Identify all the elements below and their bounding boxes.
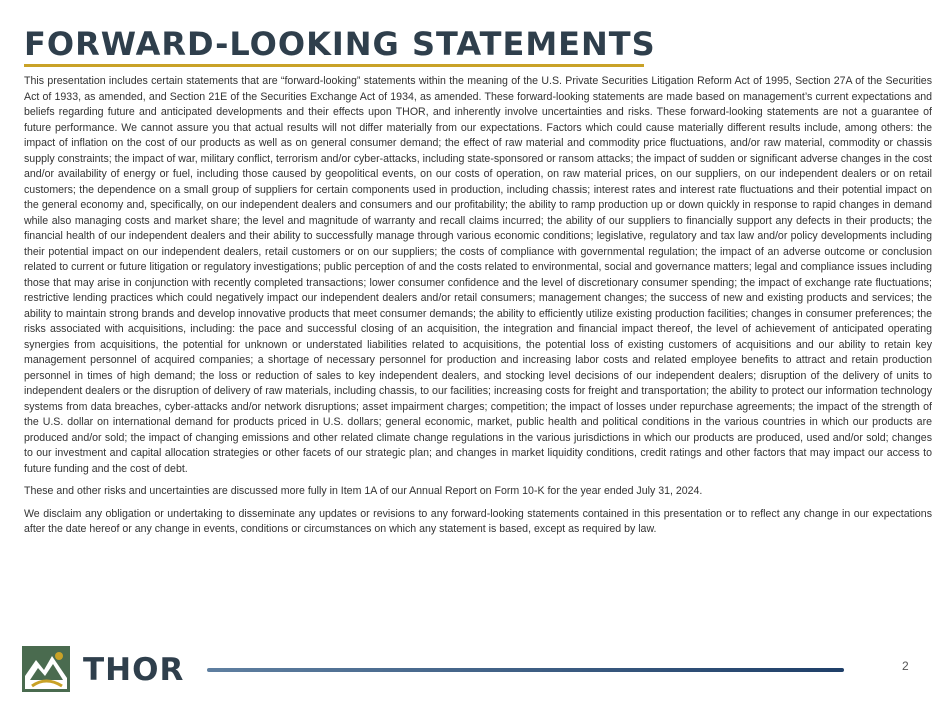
body-text [24, 74, 932, 545]
thor-mountain-logo-icon [22, 646, 70, 692]
paragraph-annual-report: These and other risks and uncertainties are discussed more fully in Item 1A of our Annual Report on Form 10-K for the year ended July 31, 2024. [24, 485, 703, 497]
paragraph-risk-factors: This presentation includes certain statements that are “forward-looking” statements within the meaning of the U.S. Private Securities Litigation Reform Act of 1995, Section 27A of the Securities Act of 1933, as amended, and Section 21E of the Securities Exchange Act of 1934, as amended. These forward-looking statements are made based on management’s current expectations and beliefs regarding future and anticipated developments and their effects upon THOR, and inherently involve uncertainties and risks. These forward-looking statements are not a guarantee of future performance. We cannot assure you that actual results will not differ materially from our expectations. Factors which could cause materially different results include, among others: the impact of inflation on the cost of our products as well as on general consumer demand; the effect of raw material and commodity price fluctuations, and/or raw material, commodity or chassis supply constraints; the impact of war, military conflict, terrorism and/or cyber-attacks, including state-sponsored or ransom attacks; the impact of sudden or significant adverse changes in the cost and/or availability of energy or fuel, including those caused by geopolitical events, on our costs of operation, on raw material prices, on our suppliers, on our independent dealers or on retail customers; the dependence on a small group of suppliers for certain components used in production, including chassis; interest rates and interest rate fluctuations and their potential impact on the general economy and, specifically, on our independent dealers and consumers and our profitability; the ability to ramp production up or down quickly in response to rapid changes in demand while also managing costs and market share; the level and magnitude of warranty and recall claims incurred; the ability of our suppliers to financially support any defects in their products; the financial health of our independent dealers and their ability to successfully manage through various economic conditions; legislative, regulatory and tax law and/or policy developments including their potential impact on our independent dealers, retail customers or on our suppliers; the costs of compliance with governmental regulation; the impact of an adverse outcome or conclusion related to current or future litigation or regulatory investigations; public perception of and the costs related to environmental, social and governance matters; legal and compliance issues including those that may arise in conjunction with recently completed transactions; lower consumer confidence and the level of discretionary consumer spending; the impact of exchange rate fluctuations; restrictive lending practices which could negatively impact our independent dealers and/or retail consumers; management changes; the success of new and existing products and services; the ability to maintain strong brands and develop innovative products that meet consumer demands; the ability to efficiently utilize existing production facilities; changes in consumer preferences; the risks associated with acquisitions, including: the pace and successful closing of an acquisition, the integration and financial impact thereof, the level of achievement of anticipated operating synergies from acquisitions, the potential for unknown or understated liabilities related to acquisitions, the potential loss of existing customers of acquisitions and our ability to retain key management personnel of acquired companies; a shortage of necessary personnel for production and increasing labor costs and related employee benefits to attract and retain production personnel in times of high demand; the loss or reduction of sales to key independent dealers, and stocking level decisions of our independent dealers; disruption of the delivery of units to independent dealers or the disruption of delivery of raw materials, including chassis, to our facilities; increasing costs for freight and transportation; the ability to protect our information technology systems from data breaches, cyber-attacks and/or network disruptions; asset impairment charges; competition; the impact of losses under repurchase agreements; the impact of the strength of the U.S. dollar on international demand for products priced in U.S. dollars; general economic, market, public health and political conditions in the various countries in which our products are produced and/or sold; the impact of changing emissions and other related climate change regulations in the various jurisdictions in which our products are produced, used and/or sold; changes to our investment and capital allocation strategies or other facets of our strategic plan; and changes in market liquidity conditions, credit ratings and other factors that may impact our access to future funding and the cost of debt. [24, 75, 932, 475]
page-title: FORWARD-LOOKING STATEMENTS [24, 25, 656, 63]
paragraph-disclaimer: We disclaim any obligation or undertaking to disseminate any updates or revisions to any forward-looking statements contained in this presentation or to reflect any change in our expectations after the date hereof or any change in events, conditions or circumstances on which any statement is based, except as required by law. [24, 507, 932, 535]
title-underline [24, 64, 644, 67]
footer-brand: THOR [83, 652, 185, 688]
page-number: 2 [902, 659, 909, 673]
footer-divider [207, 668, 844, 672]
